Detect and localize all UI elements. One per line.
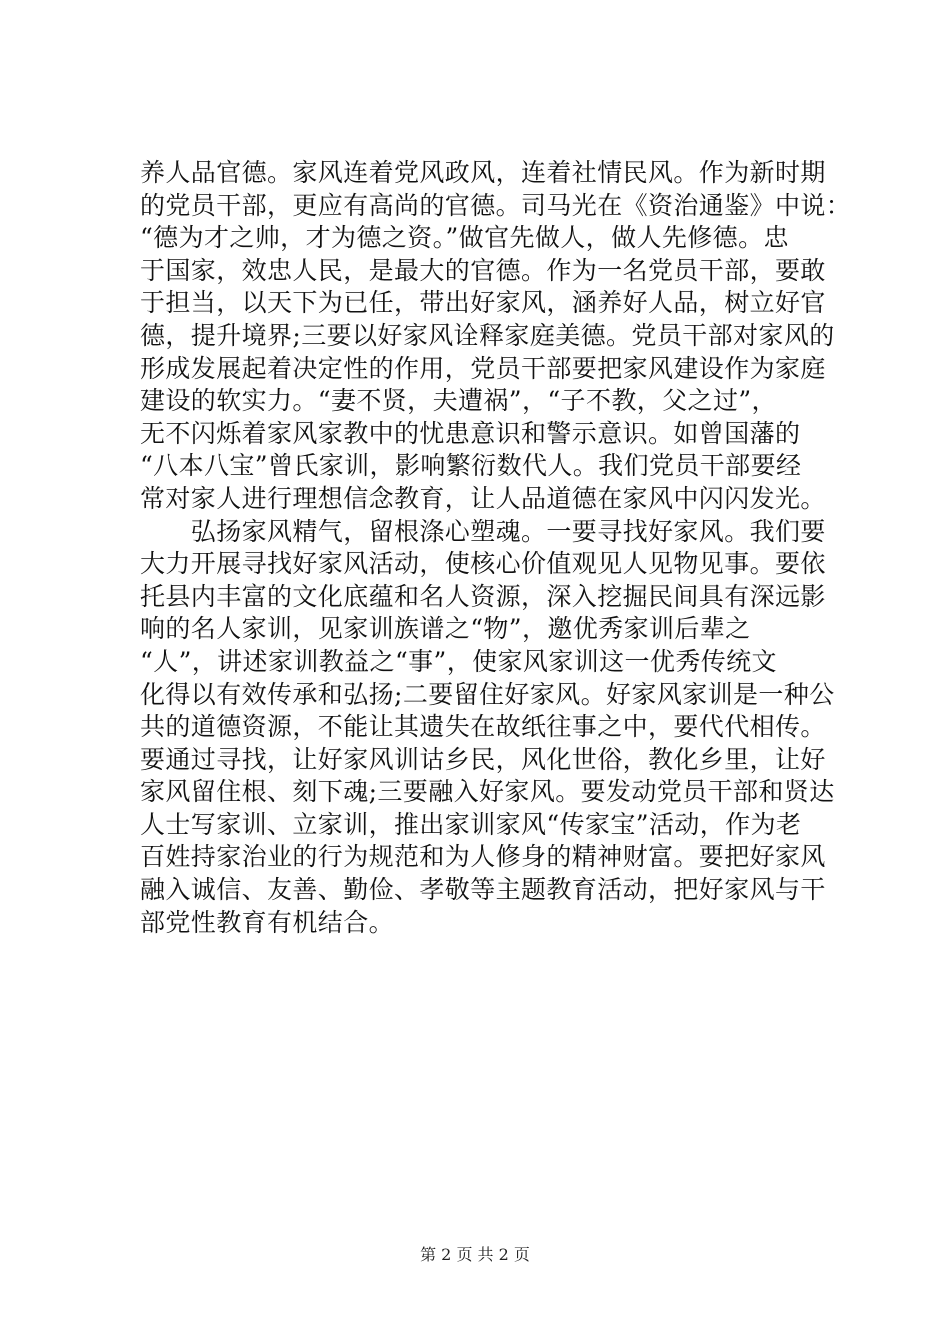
text-line: 常对家人进行理想信念教育，让人品道德在家风中闪闪发光。 (140, 483, 826, 513)
text-line: 化得以有效传承和弘扬;二要留住好家风。好家风家训是一种公 (140, 679, 835, 709)
text-line: 人士写家训、立家训，推出家训家风“传家宝”活动，作为老 (140, 809, 802, 839)
text-line: 的党员干部，更应有高尚的官德。司马光在《资治通鉴》中说： (140, 190, 852, 220)
text-line: 大力开展寻找好家风活动，使核心价值观见人见物见事。要依 (140, 549, 826, 579)
text-line: 要通过寻找，让好家风训诂乡民，风化世俗，教化乡里，让好 (140, 744, 826, 774)
page-number-footer: 第 2 页 共 2 页 (420, 1245, 530, 1264)
text-line: “八本八宝”曾氏家训，影响繁衍数代人。我们党员干部要经 (140, 451, 802, 481)
text-line: 百姓持家治业的行为规范和为人修身的精神财富。要把好家风 (140, 842, 826, 872)
text-line: 无不闪烁着家风家教中的忧患意识和警示意识。如曾国藩的 (140, 418, 801, 448)
text-line: 养人品官德。家风连着党风政风，连着社情民风。作为新时期 (140, 158, 826, 187)
text-line: 部党性教育有机结合。 (140, 907, 395, 937)
text-line: 于国家，效忠人民，是最大的官德。作为一名党员干部，要敢 (140, 255, 826, 285)
text-line: 形成发展起着决定性的作用，党员干部要把家风建设作为家庭 (140, 353, 826, 383)
text-line: 共的道德资源，不能让其遗失在故纸往事之中，要代代相传。 (140, 712, 826, 742)
text-line: 托县内丰富的文化底蕴和名人资源，深入挖掘民间具有深远影 (140, 581, 826, 611)
text-line: “人”，讲述家训教益之“事”，使家风家训这一优秀传统文 (140, 646, 777, 676)
text-line: “德为才之帅，才为德之资。”做官先做人，做人先修德。忠 (140, 223, 789, 253)
text-line: 家风留住根、刻下魂;三要融入好家风。要发动党员干部和贤达 (140, 777, 835, 807)
text-line: 弘扬家风精气，留根涤心塑魂。一要寻找好家风。我们要 (140, 516, 826, 546)
text-line: 建设的软实力。“妻不贤，夫遭祸”，“子不教，父之过”， (140, 386, 777, 416)
text-line: 德，提升境界;三要以好家风诠释家庭美德。党员干部对家风的 (140, 320, 835, 350)
text-line: 于担当，以天下为已任，带出好家风，涵养好人品，树立好官 (140, 288, 826, 318)
text-line: 融入诚信、友善、勤俭、孝敬等主题教育活动，把好家风与干 (140, 875, 826, 905)
document-body (140, 157, 852, 939)
text-line: 响的名人家训，见家训族谱之“物”，邀优秀家训后辈之 (140, 614, 751, 644)
